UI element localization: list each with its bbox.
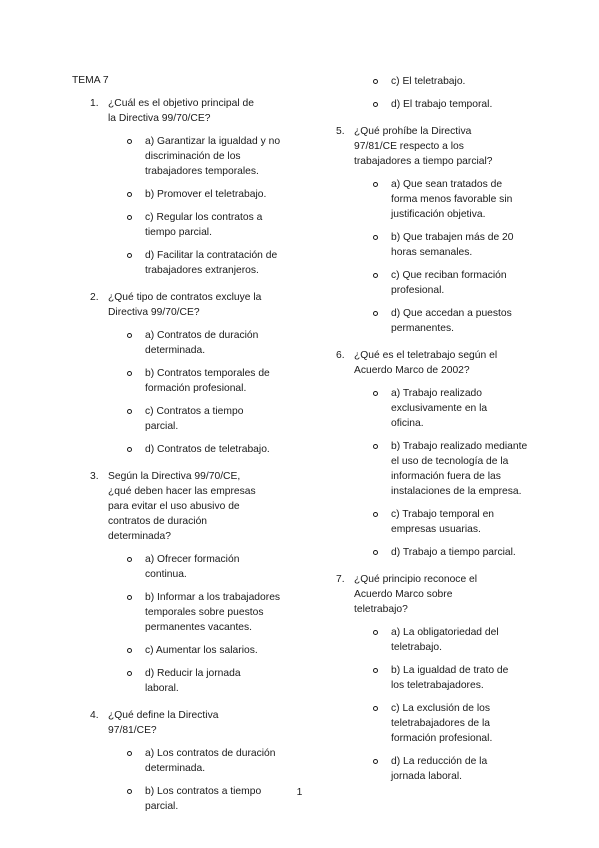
question-number: 3. [90,471,99,482]
bullet-icon [373,79,378,84]
option-item: b) Contratos temporales de formación profesional. [90,366,290,396]
question-text: ¿Qué define la Directiva 97/81/CE? [108,710,219,736]
bullet-icon [373,706,378,711]
option-item: a) Garantizar la igualdad y no discriminación de los trabajadores temporales. [90,134,290,179]
bullet-icon [127,595,132,600]
option-item: c) La exclusión de los teletrabajadores de la formación profesional. [336,701,536,746]
question-number: 5. [336,126,345,137]
bullet-icon [373,550,378,555]
option-item: c) Que reciban formación profesional. [336,268,536,298]
bullet-icon [127,648,132,653]
option-item: b) Los contratos a tiempo parcial. [90,784,290,814]
bullet-icon [373,759,378,764]
question-number: 2. [90,292,99,303]
option-item: a) La obligatoriedad del teletrabajo. [336,625,536,655]
left-column [90,96,290,826]
option-item: d) Contratos de teletrabajo. [90,442,290,457]
bullet-icon [127,371,132,376]
option-item: b) Informar a los trabajadores temporales sobre puestos permanentes vacantes. [90,590,290,635]
question-5 [336,124,536,336]
bullet-icon [127,447,132,452]
question-number: 4. [90,710,99,721]
option-item: c) Contratos a tiempo parcial. [90,404,290,434]
option-item: d) Trabajo a tiempo parcial. [336,545,536,560]
option-item: d) Reducir la jornada laboral. [90,666,290,696]
bullet-icon [373,391,378,396]
bullet-icon [373,668,378,673]
question-text: ¿Cuál es el objetivo principal de la Directiva 99/70/CE? [108,98,254,124]
document-title: TEMA 7 [72,75,109,86]
question-6 [336,348,536,560]
option-item: d) La reducción de la jornada laboral. [336,754,536,784]
option-item: a) Ofrecer formación continua. [90,552,290,582]
bullet-icon [373,311,378,316]
bullet-icon [373,630,378,635]
question-2 [90,290,290,457]
option-item: b) La igualdad de trato de los teletrabajadores. [336,663,536,693]
bullet-icon [373,182,378,187]
bullet-icon [373,102,378,107]
right-column [336,74,536,796]
question-text: Según la Directiva 99/70/CE, ¿qué deben hacer las empresas para evitar el uso abusivo de contratos de duración determinada? [108,471,256,542]
question-number: 6. [336,350,345,361]
bullet-icon [127,671,132,676]
bullet-icon [127,557,132,562]
bullet-icon [373,235,378,240]
question-1 [90,96,290,278]
option-item: a) Que sean tratados de forma menos favorable sin justificación objetiva. [336,177,536,222]
page-number: 1 [296,787,303,798]
question-text: ¿Qué principio reconoce el Acuerdo Marco sobre teletrabajo? [354,574,478,615]
bullet-icon [373,512,378,517]
option-item: a) Contratos de duración determinada. [90,328,290,358]
option-item: a) Los contratos de duración determinada. [90,746,290,776]
bullet-icon [373,273,378,278]
bullet-icon [373,444,378,449]
question-number: 1. [90,98,99,109]
option-item: d) Que accedan a puestos permanentes. [336,306,536,336]
option-item: d) El trabajo temporal. [336,97,536,112]
bullet-icon [127,215,132,220]
bullet-icon [127,751,132,756]
question-text: ¿Qué prohíbe la Directiva 97/81/CE respecto a los trabajadores a tiempo parcial? [354,126,493,167]
question-number: 7. [336,574,345,585]
option-item: c) Regular los contratos a tiempo parcial. [90,210,290,240]
question-text: ¿Qué tipo de contratos excluye la Directiva 99/70/CE? [108,292,262,318]
question-7 [336,572,536,784]
bullet-icon [127,139,132,144]
option-item: b) Promover el teletrabajo. [90,187,290,202]
bullet-icon [127,253,132,258]
option-item: a) Trabajo realizado exclusivamente en la oficina. [336,386,536,431]
question-text: ¿Qué es el teletrabajo según el Acuerdo Marco de 2002? [354,350,498,376]
question-3 [90,469,290,696]
question-4-continued [336,74,536,112]
option-item: b) Trabajo realizado mediante el uso de tecnología de la información fuera de las instalaciones de la empresa. [336,439,536,499]
option-item: c) Aumentar los salarios. [90,643,290,658]
option-item: c) Trabajo temporal en empresas usuarias. [336,507,536,537]
bullet-icon [127,409,132,414]
option-item: c) El teletrabajo. [336,74,536,89]
option-item: d) Facilitar la contratación de trabajadores extranjeros. [90,248,290,278]
option-item: b) Que trabajen más de 20 horas semanales. [336,230,536,260]
bullet-icon [127,192,132,197]
bullet-icon [127,333,132,338]
